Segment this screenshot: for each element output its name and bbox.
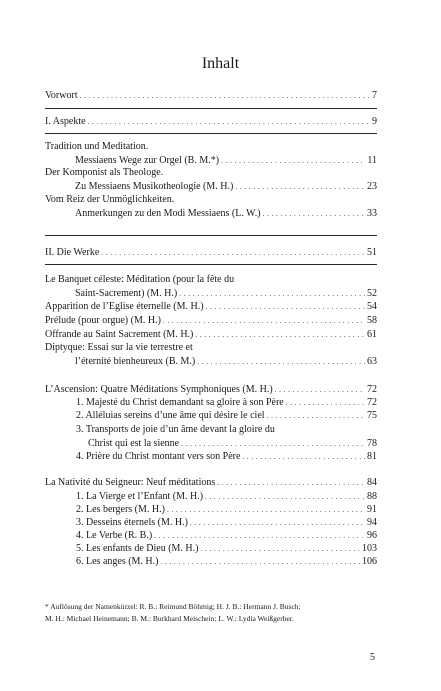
leader-dots: [190, 516, 365, 530]
toc-entry-ascension[interactable]: [45, 383, 377, 397]
toc-group-heading: Vom Reiz der Unmöglichkeiten.: [45, 194, 175, 205]
footnote: [45, 601, 380, 625]
leader-dots: [275, 383, 365, 397]
toc-group-heading: Tradition und Meditation.: [45, 141, 149, 152]
toc-entry-diptyque[interactable]: [75, 355, 377, 369]
leader-dots: [205, 490, 365, 504]
toc-entry-prelude[interactable]: [45, 314, 377, 328]
leader-dots: [167, 503, 365, 517]
leader-dots: [101, 246, 365, 260]
toc-entry-page: 78: [367, 438, 377, 449]
leader-dots: [195, 328, 365, 342]
toc-entry-label: 1. Majesté du Christ demandant sa gloire à son Père: [76, 397, 284, 408]
leader-dots: [163, 314, 365, 328]
toc-entry-page: 51: [367, 247, 377, 258]
toc-entry-page: 91: [367, 504, 377, 515]
page-number: 5: [370, 652, 375, 663]
toc-entry-label: Apparition de l’Eglise éternelle (M. H.): [45, 301, 204, 312]
divider: [45, 108, 377, 109]
toc-entry-banquet[interactable]: [75, 287, 377, 301]
leader-dots: [181, 437, 365, 451]
toc-entry-ascension-1[interactable]: [76, 396, 377, 410]
toc-entry-apparition[interactable]: [45, 300, 377, 314]
toc-entry-nativite[interactable]: [45, 476, 377, 490]
toc-entry-label: 4. Le Verbe (R. B.): [76, 530, 153, 541]
toc-entry-label: l’éternité bienheureux (B. M.): [75, 356, 196, 367]
toc-entry-label: Offrande au Saint Sacrement (M. H.): [45, 329, 194, 340]
footnote-line: * Auflösung der Namenkürzel: R. B.: Reimund Böhmig; H. J. B.: Hermann J. Busch;: [45, 602, 301, 611]
toc-entry-label: 5. Les enfants de Dieu (M. H.): [76, 543, 199, 554]
toc-entry-page: 63: [367, 356, 377, 367]
toc-entry-label: Saint-Sacrement) (M. H.): [75, 288, 178, 299]
toc-entry-ascension-4[interactable]: [76, 450, 377, 464]
toc-entry-page: 84: [367, 477, 377, 488]
toc-entry-ascension-2[interactable]: [76, 409, 377, 423]
toc-entry-nativite-4[interactable]: [76, 529, 377, 543]
divider: [45, 264, 377, 265]
toc-entry-label: 1. La Vierge et l’Enfant (M. H.): [76, 491, 204, 502]
leader-dots: [217, 476, 365, 490]
toc-entry-label: Messiaens Wege zur Orgel (B. M.*): [75, 155, 220, 166]
toc-entry-page: 9: [372, 116, 377, 127]
leader-dots: [160, 555, 360, 569]
toc-entry-label: La Nativité du Seigneur: Neuf méditations: [45, 477, 216, 488]
toc-entry-label: 3. Desseins éternels (M. H.): [76, 517, 188, 528]
toc-entry-label: Anmerkungen zu den Modi Messiaens (L. W.): [75, 208, 261, 219]
toc-entry-page: 54: [367, 301, 377, 312]
toc-entry-page: 11: [367, 155, 377, 166]
toc-entry-ascension-3[interactable]: [88, 437, 377, 451]
toc-entry-nativite-3[interactable]: [76, 516, 377, 530]
divider: [45, 133, 377, 134]
toc-entry-page: 106: [362, 556, 377, 567]
toc-entry-page: 23: [367, 181, 377, 192]
toc-entry-page: 52: [367, 288, 377, 299]
leader-dots: [197, 355, 365, 369]
toc-entry-vorwort[interactable]: [45, 89, 377, 103]
toc-entry-label: Vorwort: [45, 90, 78, 101]
toc-group-heading: Diptyque: Essai sur la vie terrestre et: [45, 342, 193, 353]
toc-group-heading: 3. Transports de joie d’un âme devant la gloire du: [76, 424, 275, 435]
toc-entry-label: 2. Les bergers (M. H.): [76, 504, 165, 515]
leader-dots: [206, 300, 365, 314]
toc-entry-nativite-2[interactable]: [76, 503, 377, 517]
leader-dots: [242, 450, 365, 464]
footnote-line: M. H.: Michael Heinemann; B. M.: Burkhard Meischein; L. W.: Lydia Weißgerber.: [45, 614, 294, 623]
leader-dots: [179, 287, 365, 301]
leader-dots: [88, 115, 370, 129]
toc-entry-label: 6. Les anges (M. H.): [76, 556, 159, 567]
divider: [45, 235, 377, 236]
page-title: Inhalt: [201, 55, 240, 72]
leader-dots: [235, 180, 365, 194]
toc-entry-label: I. Aspekte: [45, 116, 86, 127]
toc-entry-page: 94: [367, 517, 377, 528]
toc-entry-nativite-1[interactable]: [76, 490, 377, 504]
toc-group-heading: Le Banquet céleste: Méditation (pour la fête du: [45, 274, 235, 285]
toc-entry-page: 88: [367, 491, 377, 502]
toc-entry-page: 58: [367, 315, 377, 326]
toc-entry-offrande[interactable]: [45, 328, 377, 342]
leader-dots: [80, 89, 370, 103]
toc-entry-komponist[interactable]: [75, 180, 377, 194]
toc-entry-nativite-5[interactable]: [76, 542, 377, 556]
toc-entry-reiz[interactable]: [75, 207, 377, 221]
toc-section-aspekte[interactable]: [45, 115, 377, 129]
leader-dots: [263, 207, 365, 221]
leader-dots: [154, 529, 365, 543]
toc-entry-label: Zu Messiaens Musikotheologie (M. H.): [75, 181, 234, 192]
toc-entry-page: 33: [367, 208, 377, 219]
toc-entry-label: 4. Prière du Christ montant vers son Père: [76, 451, 241, 462]
toc-group-heading: Der Komponist als Theologe.: [45, 167, 164, 178]
toc-entry-page: 72: [367, 384, 377, 395]
toc-entry-label: L’Ascension: Quatre Méditations Symphoniques (M. H.): [45, 384, 273, 395]
toc-section-werke[interactable]: [45, 246, 377, 260]
toc-entry-page: 61: [367, 329, 377, 340]
toc-entry-label: II. Die Werke: [45, 247, 100, 258]
toc-entry-page: 7: [372, 90, 377, 101]
toc-entry-label: Christ qui est la sienne: [88, 438, 180, 449]
toc-entry-nativite-6[interactable]: [76, 555, 377, 569]
toc-entry-page: 75: [367, 410, 377, 421]
toc-entry-page: 103: [362, 543, 377, 554]
leader-dots: [267, 409, 365, 423]
toc-entry-page: 96: [367, 530, 377, 541]
toc-entry-label: Prélude (pour orgue) (M. H.): [45, 315, 161, 326]
toc-entry-page: 81: [367, 451, 377, 462]
toc-entry-page: 72: [367, 397, 377, 408]
toc-entry-label: 2. Alléluias sereins d’une âme qui désire le ciel: [76, 410, 265, 421]
leader-dots: [286, 396, 365, 410]
leader-dots: [200, 542, 360, 556]
